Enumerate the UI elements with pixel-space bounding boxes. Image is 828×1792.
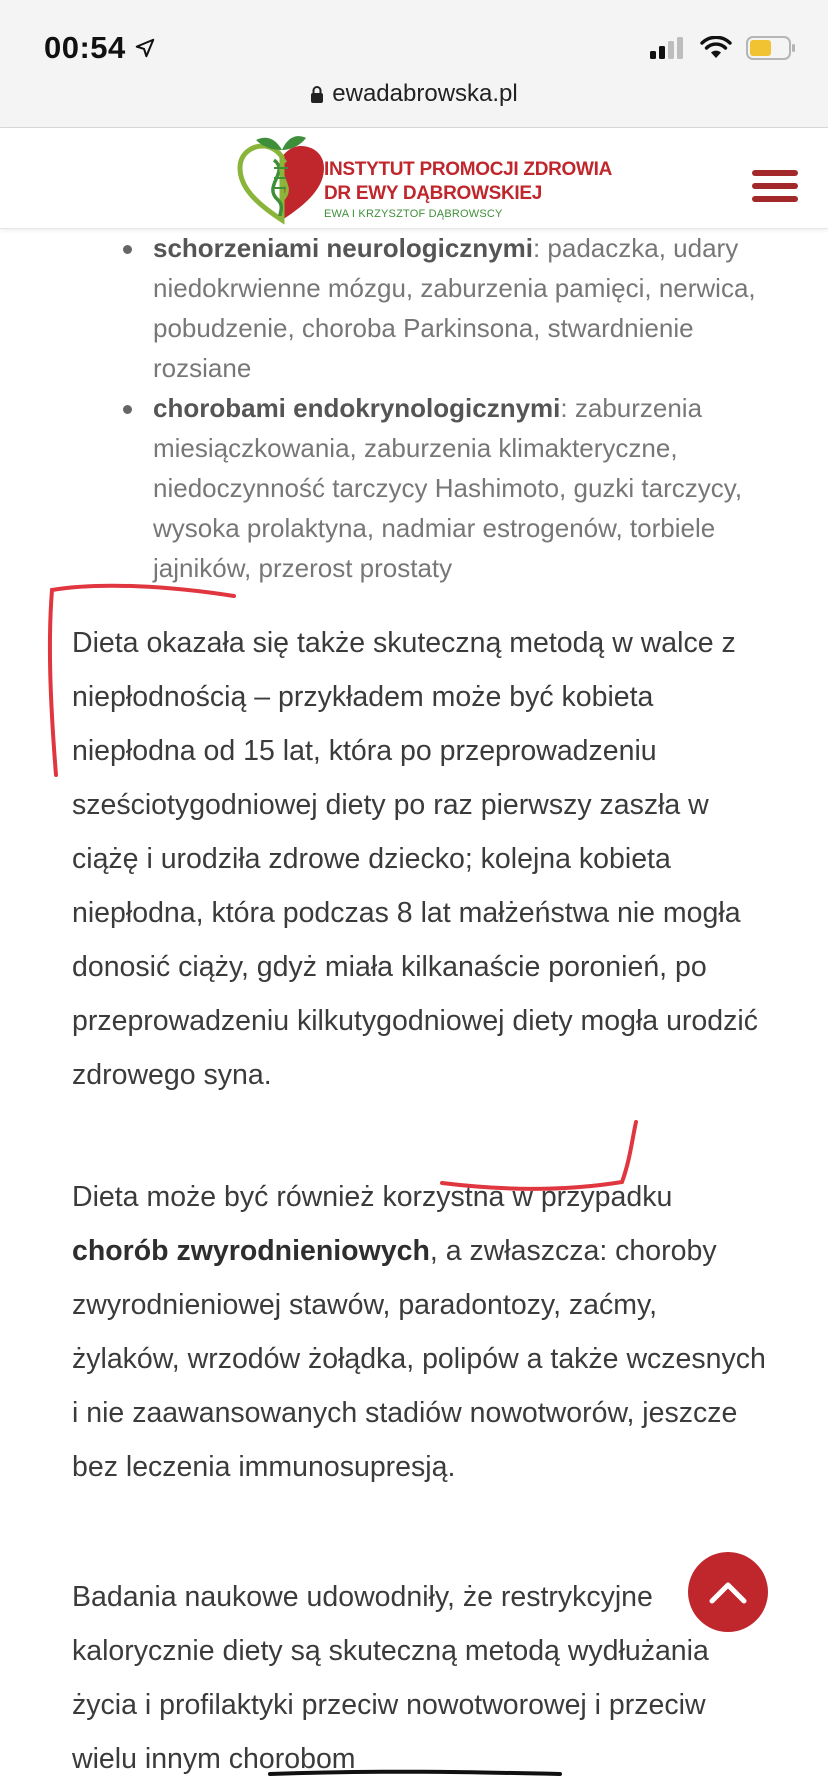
wifi-icon [700,36,732,60]
logo-heart-dna-icon[interactable] [234,130,330,226]
paragraph-text: , a zwłaszcza: choroby zwyrodnieniowej stawów, paradontozy, zaćmy, żylaków, wrzodów żołądka, polipów a także wczesnych i nie zaawansowanych stadiów nowotworów, jeszcze bez leczenia immunosupresją. [72,1235,766,1483]
brand-subtitle: EWA I KRZYSZTOF DĄBROWSCY [324,208,503,220]
list-item-text: : padaczka, udary niedokrwienne mózgu, zaburzenia pamięci, nerwica, pobudzenie, choroba Parkinsona, stwardnienie rozsiane [153,233,756,383]
location-arrow-icon [134,37,156,59]
list-item-text: : zaburzenia miesiączkowania, zaburzenia klimakteryczne, niedoczynność tarczycy Hashimoto, guzki tarczycy, wysoka prolaktyna, nadmiar estrogenów, torbiele jajników, przerost prostaty [153,393,743,583]
url-text: ewadabrowska.pl [332,80,518,107]
list-item-term: chorobami endokrynologicznymi [153,393,561,423]
list-item-term: schorzeniami neurologicznymi [153,233,533,263]
battery-icon [746,36,796,60]
paragraph-bold-term: chorób zwyrodnieniowych [72,1235,430,1267]
system-icons [650,36,796,60]
signal-icon [650,37,686,59]
site-header [0,128,828,229]
list-item [0,228,772,388]
disease-list [72,228,772,588]
lock-icon [310,85,324,103]
brand-text[interactable] [324,158,612,220]
time-text: 00:54 [44,30,126,65]
list-item [0,388,772,588]
brand-line-2: DR EWY DĄBROWSKIEJ [324,183,543,204]
chevron-up-icon [708,1579,748,1605]
paragraph-research: Badania naukowe udowodniły, że restrykcyjne kalorycznie diety są skuteczną metodą wydłużania życia i profilaktyki przeciw nowotworowej i przeciw wielu innym chorobom [72,1581,709,1775]
browser-chrome [0,0,828,128]
paragraph-degenerative [72,1170,772,1494]
article-content [72,228,772,1775]
paragraph-text: Dieta może być również korzystna w przypadku [72,1181,673,1213]
scroll-to-top-button[interactable] [688,1552,768,1632]
hamburger-menu-icon[interactable] [752,170,798,206]
brand-line-1: INSTYTUT PROMOCJI ZDROWIA [324,159,613,180]
status-time [44,30,156,66]
paragraph-infertility: Dieta okazała się także skuteczną metodą w walce z niepłodnością – przykładem może być kobieta niepłodna od 15 lat, która po przeprowadzeniu sześciotygodniowej diety po raz pierwszy zaszła w ciążę i urodziła zdrowe dziecko; kolejna kobieta niepłodna, która podczas 8 lat małżeństwa nie mogła donosić ciąży, gdyż miała kilkanaście poronień, po przeprowadzeniu kilkutygodniowej diety mogła urodzić zdrowego syna. [72,627,758,1091]
address-bar[interactable] [0,80,828,108]
